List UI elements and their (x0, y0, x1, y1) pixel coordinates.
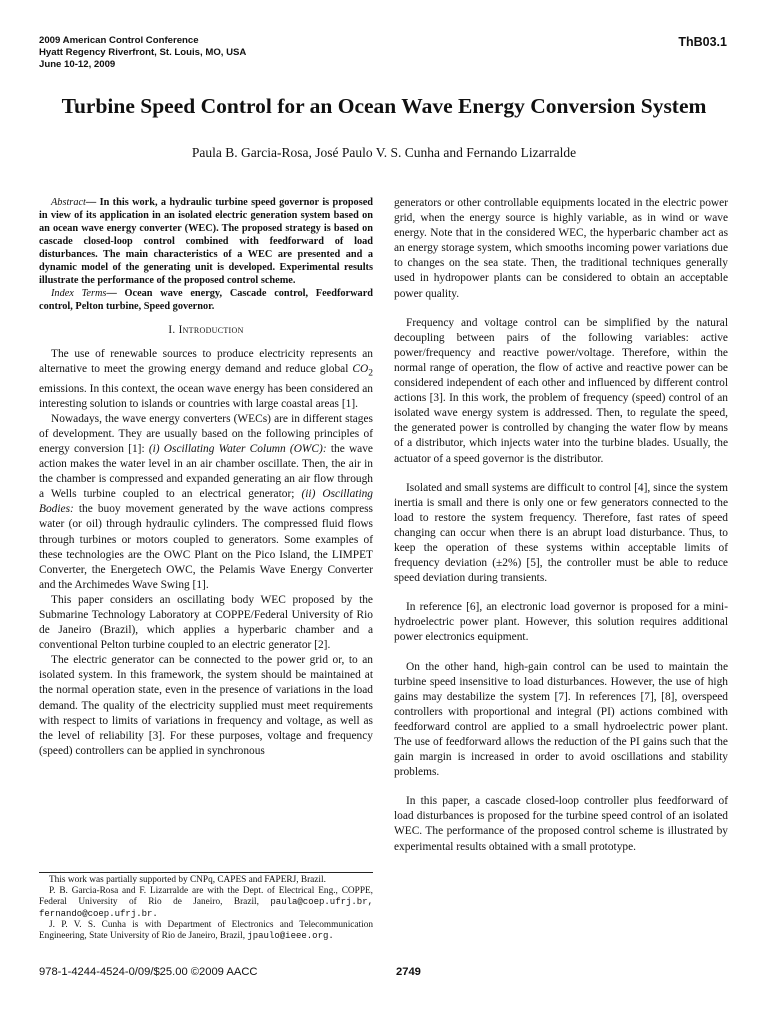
conference-dates: June 10-12, 2009 (39, 59, 116, 70)
section-number: I. (168, 324, 176, 336)
email-link-1[interactable]: paula@coep.ufrj.br, fernando@coep.ufrj.br. (39, 897, 374, 919)
right-paragraph-3: Isolated and small systems are difficult to control [4], since the system inertia is small and there is only one or few generators connected to the load to restore the system frequency. Therefore, fast rates of speed changing can occur when there is an abrupt load disturbance. Thus, to keep the operation of these systems within acceptable limits of frequency deviation (±2%) [5], the controller must be able to reduce speed deviation during transients. (394, 481, 728, 585)
abstract-label: Abstract (51, 197, 86, 208)
footnote (39, 872, 373, 942)
co2-subscript: 2 (368, 368, 373, 379)
co2-symbol: CO (352, 363, 369, 376)
intro-paragraph-3: This paper considers an oscillating body WEC proposed by the Submarine Technology Laboratory at COPPE/Federal University of Rio de Janeiro (Brazil), which applies a hyperbaric chamber and a conventional Pelton turbine coupled to an electric generator [2]. (39, 593, 373, 652)
abstract (39, 196, 373, 287)
paper-title: Turbine Speed Control for an Ocean Wave Energy Conversion System (61, 94, 707, 118)
page-number: 2749 (396, 966, 421, 978)
intro-p1-text-b: emissions. In this context, the ocean wave energy has been considered an interesting solution to islands or countries with large coastal areas [1]. (39, 382, 373, 410)
intro-p2-text-c: the buoy movement generated by the wave actions compress water (or oil) through hydraulic cylinders. The compressed fluid flows through turbines or motors coupled to generators. Some examples of these technologies are the OWC Plant on the Pico Island, the LIMPET Converter, the Energetech OWC, the Pelamis Wave Energy Converter and the Archimedes Wave Swing [1]. (39, 503, 373, 591)
right-paragraph-2: Frequency and voltage control can be simplified by the natural decoupling between pairs of the following variables: active power/frequency and reactive power/voltage. Therefore, within the normal range of operation, the flow of active and reactive power can be considered independent of each other and influenced by different control actions [3]. In this work, the problem of frequency (speed) control of an isolated wave energy system is addressed. Then, to regulate the speed, the generated power is controlled by changing the water flow by means of a distributor, which injects water into the turbine blades. Usually, the actuator of a speed governor is the distributor. (394, 316, 728, 465)
index-terms-text: — Ocean wave energy, Cascade control, Feedforward control, Pelton turbine, Speed governor. (39, 288, 373, 312)
index-terms (39, 287, 373, 313)
section-title: Introduction (178, 324, 244, 336)
right-paragraph-1: generators or other controllable equipments located in the electric power grid, when the energy source is highly variable, as in wind or wave energy. Note that in the considered WEC, the hyperbaric chamber act as an energy storage system, which smooths incoming power variations due to changes on the sea state. Then, the traditional techniques generally used in hydropower plants can be considered to obtain an acceptable power quality. (394, 197, 728, 300)
right-paragraph-4: In reference [6], an electronic load governor is proposed for a mini-hydroelectric power plant. However, this solution requires additional power electronics equipment. (394, 601, 728, 644)
intro-paragraph-2 (39, 412, 373, 593)
affiliation-1-text: P. B. Garcia-Rosa and F. Lizarralde are with the Dept. of Electrical Eng., COPPE, Federal University of Rio de Janeiro, Brazil, (39, 886, 373, 908)
abstract-text: — In this work, a hydraulic turbine speed governor is proposed in view of its application in an isolated electric generation system based on an ocean wave energy converter (WEC). The proposed strategy is based on cascade closed-loop control combined with feedforward of load disturbances. The main characteristics of a WEC are presented and a dynamic model of the generating unit is developed. Experimental results illustrate the performance of the proposed control scheme. (39, 197, 373, 286)
paper-authors: Paula B. Garcia-Rosa, José Paulo V. S. Cunha and Fernando Lizarralde (191, 145, 577, 160)
intro-p2-text-b: the wave action makes the water level in an air chamber oscillate. Then, the air in the chamber is compressed and expanded generating an air flow through a Wells turbine coupled to an electrical generator; (39, 442, 373, 501)
isbn-copyright: 978-1-4244-4524-0/09/$25.00 ©2009 AACC (39, 966, 258, 978)
intro-paragraph-4: The electric generator can be connected to the power grid or, to an isolated system. In this framework, the system should be maintained at the normal operation state, even in the presence of variations in the load demand. The quality of the electricity supplied must meet requirements with respect to limits of variations in frequency and voltage, as well as the level of reliability [3]. For these purposes, voltage and frequency (speed) controllers can be applied in synchronous (39, 654, 373, 757)
session-code: ThB03.1 (678, 35, 727, 49)
right-column (394, 196, 728, 855)
email-link-2[interactable]: jpaulo@ieee.org. (247, 931, 334, 942)
right-paragraph-6: In this paper, a cascade closed-loop controller plus feedforward of load disturbances is proposed for the turbine speed control of an isolated WEC. The performance of the proposed control scheme is illustrated by experimental results obtained with a small prototype. (394, 795, 728, 853)
intro-p1-text-a: The use of renewable sources to produce electricity represents an alternative to meet the growing energy demand and reduce global (39, 348, 373, 376)
oscillating-bodies-term: (ii) Oscillating Bodies: (39, 488, 374, 516)
intro-paragraph-1 (39, 347, 373, 412)
index-terms-label: Index Terms (51, 288, 107, 299)
footnote-affiliation-1 (39, 886, 373, 920)
affiliation-2-text: J. P. V. S. Cunha is with Department of Electronics and Telecommunication Engineering, State University of Rio de Janeiro, Brazil, (39, 919, 373, 942)
conference-venue: Hyatt Regency Riverfront, St. Louis, MO, USA (39, 47, 247, 58)
intro-p2-text-a: Nowadays, the wave energy converters (WECs) are in different stages of development. They are usually based on the following principles of energy conversion [1]: (39, 412, 373, 455)
conference-header (39, 35, 246, 71)
owc-term: (i) Oscillating Water Column (OWC): (148, 442, 327, 455)
right-paragraph-5: On the other hand, high-gain control can be used to maintain the turbine speed insensitive to load disturbances. However, the use of high gains may destabilize the system [7]. In references [7], [8], overspeed controllers with proportional and integral (PI) actions combined with feedforward control are applied to a small hydroelectric power plant. The use of feedforward allows the reduction of the PI gains such that the gain margin is increased in order to avoid oscillations and stability problems. (394, 660, 728, 779)
left-column (39, 196, 373, 759)
footnote-funding: This work was partially supported by CNPq, CAPES and FAPERJ, Brazil. (49, 875, 326, 885)
conference-name: 2009 American Control Conference (39, 35, 199, 46)
footnote-affiliation-2 (39, 920, 373, 942)
section-heading-introduction (39, 323, 373, 338)
